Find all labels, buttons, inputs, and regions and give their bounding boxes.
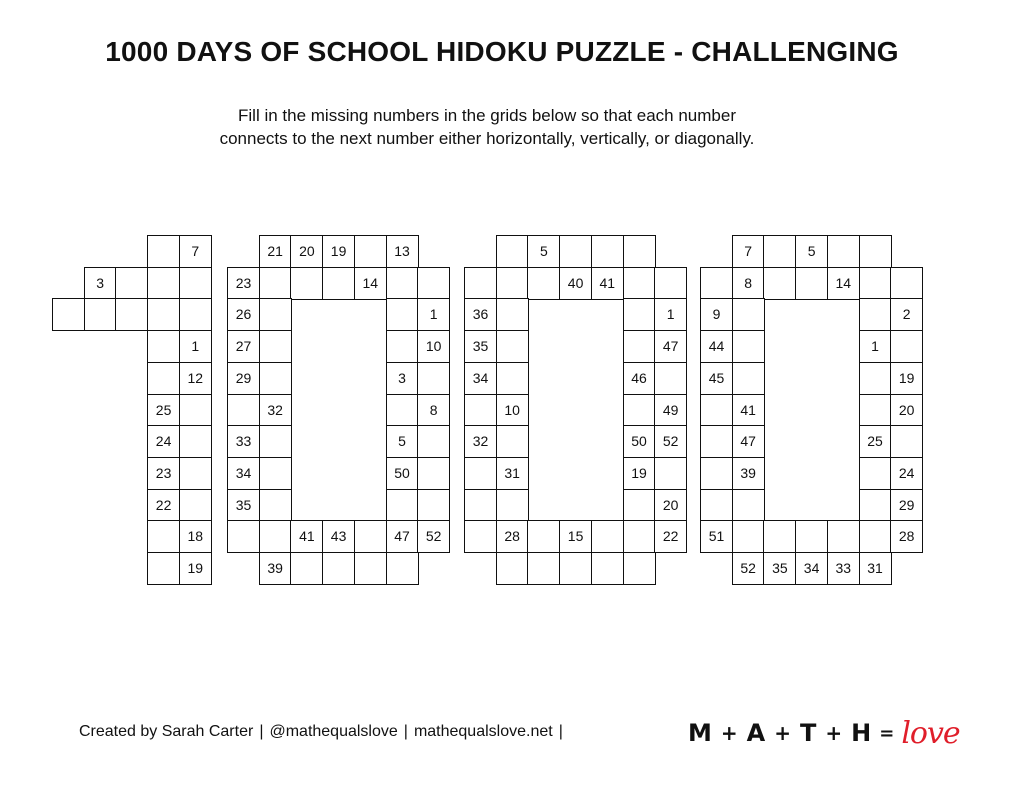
given-number-cell: 52: [654, 425, 687, 458]
blank-answer-cell[interactable]: [496, 330, 529, 363]
given-number-cell: 19: [179, 552, 212, 585]
given-number-cell: 23: [227, 267, 260, 300]
given-number-cell: 49: [654, 394, 687, 427]
logo-plus: +: [774, 721, 791, 745]
given-number-cell: 43: [322, 520, 355, 553]
blank-answer-cell[interactable]: [496, 267, 529, 300]
blank-answer-cell[interactable]: [700, 489, 733, 522]
blank-answer-cell[interactable]: [654, 362, 687, 395]
given-number-cell: 47: [654, 330, 687, 363]
given-number-cell: 8: [417, 394, 450, 427]
given-number-cell: 39: [259, 552, 292, 585]
blank-answer-cell[interactable]: [464, 457, 497, 490]
blank-answer-cell[interactable]: [147, 520, 180, 553]
blank-answer-cell[interactable]: [290, 552, 323, 585]
given-number-cell: 3: [386, 362, 419, 395]
given-number-cell: 7: [732, 235, 765, 268]
blank-answer-cell[interactable]: [227, 394, 260, 427]
given-number-cell: 26: [227, 298, 260, 331]
given-number-cell: 1: [179, 330, 212, 363]
blank-answer-cell[interactable]: [859, 457, 892, 490]
given-number-cell: 50: [623, 425, 656, 458]
blank-answer-cell[interactable]: [386, 552, 419, 585]
blank-answer-cell[interactable]: [591, 235, 624, 268]
given-number-cell: 3: [84, 267, 117, 300]
blank-answer-cell[interactable]: [147, 330, 180, 363]
blank-answer-cell[interactable]: [527, 520, 560, 553]
blank-answer-cell[interactable]: [623, 235, 656, 268]
page-title: 1000 DAYS OF SCHOOL HIDOKU PUZZLE - CHALLENGING: [105, 36, 899, 67]
blank-answer-cell[interactable]: [259, 457, 292, 490]
blank-answer-cell[interactable]: [386, 394, 419, 427]
given-number-cell: 29: [890, 489, 923, 522]
blank-answer-cell[interactable]: [763, 520, 796, 553]
blank-answer-cell[interactable]: [795, 267, 828, 300]
given-number-cell: 5: [386, 425, 419, 458]
given-number-cell: 14: [827, 267, 860, 300]
blank-answer-cell[interactable]: [259, 425, 292, 458]
blank-answer-cell[interactable]: [859, 394, 892, 427]
blank-answer-cell[interactable]: [700, 394, 733, 427]
blank-answer-cell[interactable]: [464, 267, 497, 300]
blank-answer-cell[interactable]: [147, 235, 180, 268]
blank-answer-cell[interactable]: [417, 489, 450, 522]
given-number-cell: 10: [496, 394, 529, 427]
blank-answer-cell[interactable]: [890, 330, 923, 363]
blank-answer-cell[interactable]: [354, 235, 387, 268]
given-number-cell: 25: [859, 425, 892, 458]
blank-answer-cell[interactable]: [464, 489, 497, 522]
blank-answer-cell[interactable]: [527, 552, 560, 585]
blank-answer-cell[interactable]: [890, 425, 923, 458]
given-number-cell: 34: [795, 552, 828, 585]
blank-answer-cell[interactable]: [227, 520, 260, 553]
given-number-cell: 18: [179, 520, 212, 553]
instructions: [0, 104, 974, 150]
given-number-cell: 21: [259, 235, 292, 268]
given-number-cell: 40: [559, 267, 592, 300]
blank-answer-cell[interactable]: [259, 520, 292, 553]
blank-answer-cell[interactable]: [417, 457, 450, 490]
blank-answer-cell[interactable]: [732, 298, 765, 331]
given-number-cell: 22: [147, 489, 180, 522]
given-number-cell: 19: [322, 235, 355, 268]
given-number-cell: 35: [464, 330, 497, 363]
blank-answer-cell[interactable]: [417, 267, 450, 300]
blank-answer-cell[interactable]: [417, 362, 450, 395]
given-number-cell: 32: [464, 425, 497, 458]
blank-answer-cell[interactable]: [827, 235, 860, 268]
blank-answer-cell[interactable]: [559, 552, 592, 585]
blank-answer-cell[interactable]: [623, 394, 656, 427]
blank-answer-cell[interactable]: [654, 457, 687, 490]
blank-answer-cell[interactable]: [623, 520, 656, 553]
blank-answer-cell[interactable]: [859, 489, 892, 522]
blank-answer-cell[interactable]: [496, 552, 529, 585]
blank-answer-cell[interactable]: [654, 267, 687, 300]
footer-separator: |: [403, 723, 408, 740]
blank-answer-cell[interactable]: [700, 425, 733, 458]
given-number-cell: 41: [290, 520, 323, 553]
blank-answer-cell[interactable]: [115, 298, 148, 331]
blank-answer-cell[interactable]: [496, 362, 529, 395]
given-number-cell: 19: [623, 457, 656, 490]
blank-answer-cell[interactable]: [700, 267, 733, 300]
blank-answer-cell[interactable]: [290, 267, 323, 300]
blank-answer-cell[interactable]: [795, 520, 828, 553]
given-number-cell: 20: [890, 394, 923, 427]
given-number-cell: 32: [259, 394, 292, 427]
given-number-cell: 36: [464, 298, 497, 331]
blank-answer-cell[interactable]: [179, 489, 212, 522]
blank-answer-cell[interactable]: [859, 267, 892, 300]
blank-answer-cell[interactable]: [464, 520, 497, 553]
given-number-cell: 31: [859, 552, 892, 585]
footer-separator: |: [259, 723, 264, 740]
blank-answer-cell[interactable]: [732, 489, 765, 522]
blank-answer-cell[interactable]: [84, 298, 117, 331]
blank-answer-cell[interactable]: [763, 267, 796, 300]
logo-letter-h: H: [851, 719, 872, 747]
blank-answer-cell[interactable]: [259, 489, 292, 522]
blank-answer-cell[interactable]: [859, 362, 892, 395]
blank-answer-cell[interactable]: [732, 520, 765, 553]
blank-answer-cell[interactable]: [259, 362, 292, 395]
given-number-cell: 13: [386, 235, 419, 268]
given-number-cell: 47: [732, 425, 765, 458]
given-number-cell: 41: [732, 394, 765, 427]
instructions-line-1: Fill in the missing numbers in the grids below so that each number: [238, 106, 736, 125]
blank-answer-cell[interactable]: [623, 330, 656, 363]
blank-answer-cell[interactable]: [259, 330, 292, 363]
blank-answer-cell[interactable]: [496, 298, 529, 331]
blank-answer-cell[interactable]: [591, 552, 624, 585]
blank-answer-cell[interactable]: [623, 489, 656, 522]
given-number-cell: 25: [147, 394, 180, 427]
logo-love-script: love: [901, 715, 960, 751]
blank-answer-cell[interactable]: [386, 298, 419, 331]
given-number-cell: 10: [417, 330, 450, 363]
blank-answer-cell[interactable]: [259, 267, 292, 300]
blank-answer-cell[interactable]: [732, 362, 765, 395]
given-number-cell: 8: [732, 267, 765, 300]
given-number-cell: 34: [464, 362, 497, 395]
given-number-cell: 33: [227, 425, 260, 458]
blank-answer-cell[interactable]: [859, 298, 892, 331]
footer-credit: Created by Sarah Carter: [79, 723, 254, 740]
blank-answer-cell[interactable]: [417, 425, 450, 458]
blank-answer-cell[interactable]: [591, 520, 624, 553]
logo-equals: =: [879, 722, 895, 744]
blank-answer-cell[interactable]: [623, 267, 656, 300]
given-number-cell: 20: [654, 489, 687, 522]
given-number-cell: 12: [179, 362, 212, 395]
blank-answer-cell[interactable]: [179, 394, 212, 427]
given-number-cell: 28: [496, 520, 529, 553]
blank-answer-cell[interactable]: [386, 330, 419, 363]
given-number-cell: 44: [700, 330, 733, 363]
given-number-cell: 28: [890, 520, 923, 553]
blank-answer-cell[interactable]: [496, 235, 529, 268]
given-number-cell: 7: [179, 235, 212, 268]
given-number-cell: 20: [290, 235, 323, 268]
blank-answer-cell[interactable]: [354, 520, 387, 553]
logo-letter-a: A: [746, 719, 766, 747]
blank-answer-cell[interactable]: [496, 489, 529, 522]
footer-site: mathequalslove.net: [413, 723, 553, 740]
blank-answer-cell[interactable]: [179, 457, 212, 490]
blank-answer-cell[interactable]: [354, 552, 387, 585]
blank-answer-cell[interactable]: [322, 267, 355, 300]
given-number-cell: 47: [386, 520, 419, 553]
given-number-cell: 50: [386, 457, 419, 490]
blank-answer-cell[interactable]: [179, 425, 212, 458]
given-number-cell: 46: [623, 362, 656, 395]
blank-answer-cell[interactable]: [322, 552, 355, 585]
blank-answer-cell[interactable]: [859, 235, 892, 268]
logo-letter-m: M: [688, 719, 712, 747]
given-number-cell: 24: [890, 457, 923, 490]
given-number-cell: 9: [700, 298, 733, 331]
given-number-cell: 1: [654, 298, 687, 331]
blank-answer-cell[interactable]: [179, 298, 212, 331]
blank-answer-cell[interactable]: [115, 267, 148, 300]
given-number-cell: 33: [827, 552, 860, 585]
given-number-cell: 24: [147, 425, 180, 458]
logo-plus: +: [825, 721, 843, 745]
blank-answer-cell[interactable]: [827, 520, 860, 553]
given-number-cell: 35: [227, 489, 260, 522]
given-number-cell: 31: [496, 457, 529, 490]
blank-answer-cell[interactable]: [700, 457, 733, 490]
blank-answer-cell[interactable]: [496, 425, 529, 458]
footer-separator: |: [558, 723, 563, 740]
given-number-cell: 52: [417, 520, 450, 553]
blank-answer-cell[interactable]: [52, 298, 85, 331]
given-number-cell: 34: [227, 457, 260, 490]
blank-answer-cell[interactable]: [147, 552, 180, 585]
blank-answer-cell[interactable]: [147, 267, 180, 300]
given-number-cell: 29: [227, 362, 260, 395]
given-number-cell: 27: [227, 330, 260, 363]
given-number-cell: 5: [795, 235, 828, 268]
blank-answer-cell[interactable]: [386, 267, 419, 300]
blank-answer-cell[interactable]: [559, 235, 592, 268]
given-number-cell: 41: [591, 267, 624, 300]
given-number-cell: 19: [890, 362, 923, 395]
blank-answer-cell[interactable]: [179, 267, 212, 300]
given-number-cell: 15: [559, 520, 592, 553]
blank-answer-cell[interactable]: [464, 394, 497, 427]
given-number-cell: 22: [654, 520, 687, 553]
instructions-line-2: connects to the next number either horizontally, vertically, or diagonally.: [219, 129, 755, 148]
given-number-cell: 52: [732, 552, 765, 585]
logo-letter-t: T: [800, 719, 817, 747]
blank-answer-cell[interactable]: [732, 330, 765, 363]
math-equals-love-logo: [688, 716, 960, 750]
blank-answer-cell[interactable]: [890, 267, 923, 300]
blank-answer-cell[interactable]: [527, 267, 560, 300]
blank-answer-cell[interactable]: [259, 298, 292, 331]
given-number-cell: 2: [890, 298, 923, 331]
given-number-cell: 1: [417, 298, 450, 331]
logo-plus: +: [720, 721, 738, 745]
blank-answer-cell[interactable]: [386, 489, 419, 522]
given-number-cell: 14: [354, 267, 387, 300]
given-number-cell: 1: [859, 330, 892, 363]
given-number-cell: 35: [763, 552, 796, 585]
blank-answer-cell[interactable]: [147, 362, 180, 395]
blank-answer-cell[interactable]: [859, 520, 892, 553]
footer: [79, 719, 569, 745]
blank-answer-cell[interactable]: [147, 298, 180, 331]
given-number-cell: 39: [732, 457, 765, 490]
blank-answer-cell[interactable]: [623, 552, 656, 585]
blank-answer-cell[interactable]: [763, 235, 796, 268]
footer-handle: @mathequalslove: [269, 723, 398, 740]
given-number-cell: 5: [527, 235, 560, 268]
given-number-cell: 23: [147, 457, 180, 490]
given-number-cell: 51: [700, 520, 733, 553]
blank-answer-cell[interactable]: [623, 298, 656, 331]
given-number-cell: 45: [700, 362, 733, 395]
